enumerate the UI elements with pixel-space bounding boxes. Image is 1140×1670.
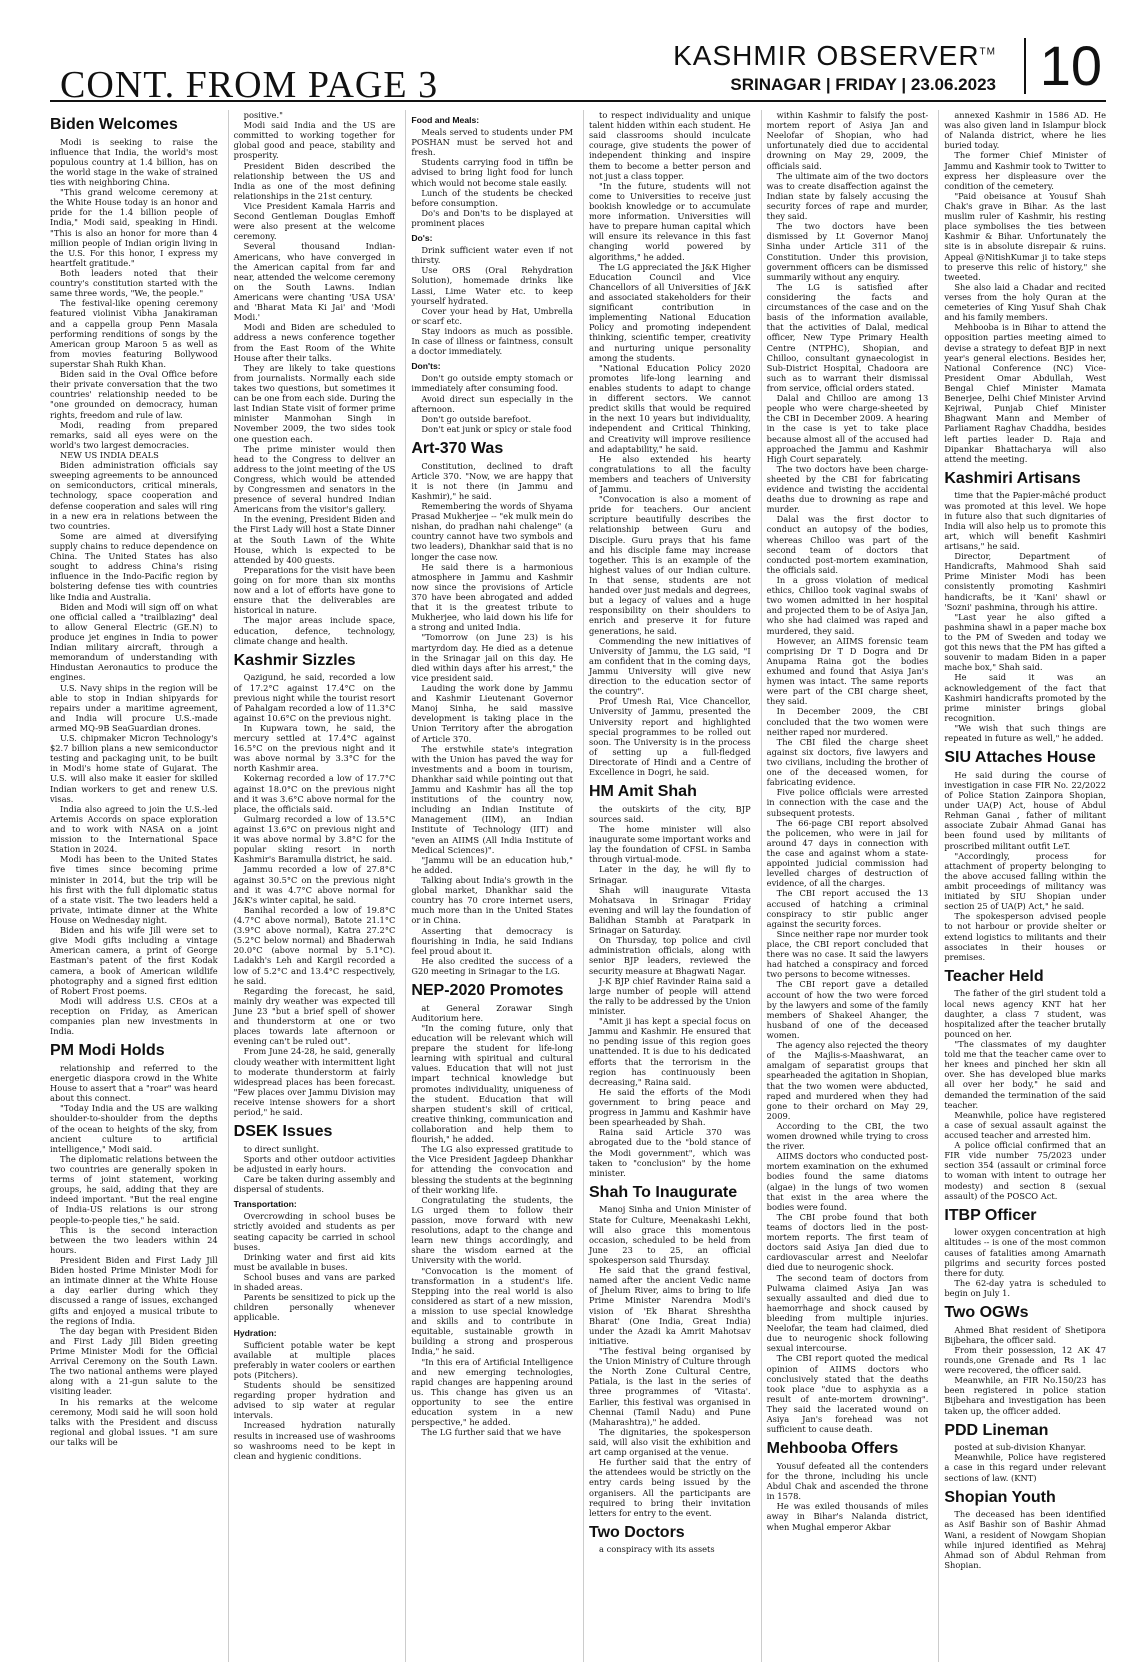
- paragraph: Use ORS (Oral Rehydration Solution), homemade drinks like Lassi, Lime Water etc. to keep yourself hydrated.: [411, 265, 573, 306]
- paragraph: Sufficient potable water be kept available at multiple places preferably in water coolers or earthen pots (Pitchers).: [233, 1339, 396, 1380]
- paragraph: "Last year he also gifted a pashmina shawl in a paper mache box to the PM of Sweden and today we got this news that the PM has gifted a souvenir to madam Biden in a paper mache box," Shah said.: [944, 611, 1106, 673]
- continuation-banner: CONT. FROM PAGE 3: [60, 64, 439, 106]
- paragraph: Cover your head by Hat, Umbrella or scarf etc.: [411, 305, 573, 326]
- paragraph: Commending the new initiatives of University of Jammu, the LG said, "I am confident that in the coming days, Jammu University will give new direction to the education sector of the country".: [589, 635, 751, 697]
- subheading: Do's:: [411, 233, 433, 244]
- article-headline: PDD Lineman: [944, 1421, 1049, 1439]
- paragraph: Banihal recorded a low of 19.8°C (4.7°C above normal), Batote 21.1°C (3.9°C above normal), Katra 27.2°C (5.2°C below normal) and Bhaderwah 20.0°C (above normal by 5.1°C). Ladakh's Leh and Kargil recorded a low of 5.2°C and 13.4°C respectively, he said.: [233, 904, 396, 986]
- paragraph: Overcrowding in school buses be strictly avoided and students as per seating capacity be carried in school buses.: [233, 1211, 396, 1252]
- paragraph: Talking about India's growth in the global market, Dhankhar said the country has 70 crore internet users, much more than in the United States or in China.: [411, 875, 573, 926]
- article-headline: Two Doctors: [589, 1523, 685, 1541]
- paragraph: In December 2009, the CBI concluded that the two women were neither raped nor murdered.: [766, 706, 929, 737]
- paragraph: "Accordingly, process for attachment of property belonging to the above accused falling within the ambit proceedings of militancy was initiated by SIU Shopian under section 25 of UA(P) Act," he said.: [944, 850, 1106, 912]
- paragraph: Do's and Don'ts to be displayed at prominent places: [411, 207, 573, 228]
- subheading: Food and Meals:: [411, 115, 480, 125]
- paragraph: Increased hydration naturally results in increased use of washrooms so washrooms need to be kept in clean and hygienic conditions.: [233, 1420, 396, 1461]
- paragraph: He said the efforts of the Modi government to bring peace and progress in Jammu and Kashmir have been spearheaded by Shah.: [589, 1086, 751, 1128]
- paragraph: Modi will address U.S. CEOs at a reception on Friday, as American companies plan new investments in India.: [50, 995, 218, 1037]
- paragraph: The festival-like opening ceremony featured violinist Vibha Janakiraman and a cappella group Penn Masala performing renditions of songs by the American group Maroon 5 as well as from movies featuring Bollywood superstar Shah Rukh Khan.: [50, 298, 218, 369]
- paper-name: [673, 42, 996, 70]
- paragraph: Don't go outside empty stomach or immediately after consuming food.: [411, 373, 573, 394]
- paragraph: "Paid obeisance at Yousuf Shah Chak's grave in Bihar. As the last muslim ruler of Kashmir, his resting place symbolises the ties between Kashmir & Bihar. Unfortunately the site is in absolute disrepair & ruins. Appeal @NitishKumar ji to take steps to preserve this relic of history," she tweeted.: [944, 190, 1106, 282]
- paragraph: Modi and Biden are scheduled to address a news conference together from the East Room of the White House after their talks.: [233, 322, 396, 363]
- paragraph: The LG is satisfied after considering the facts and circumstances of the case and on the basis of the information available, that the activities of Dalal, medical officer, New Type Primary Health Centre (NTPHC), Shopian, and Chilloo, consultant gynaecologist in Sub-District Hospital, Chadoora are such as to warrant their dismissal from service, official orders stated.: [766, 281, 929, 393]
- paragraph: The day began with President Biden and First Lady Jill Biden greeting Prime Minister Modi for the Official Arrival Ceremony on the South Lawn. The two national anthems were played along with a 21-gun salute to the visiting leader.: [50, 1325, 218, 1397]
- paragraph: J-K BJP chief Ravinder Raina said a large number of people will attend the rally to be addressed by the Union minister.: [589, 975, 751, 1016]
- paragraph: "The classmates of my daughter told me that the teacher came over to her knees and pinched her skin all over. She has developed blue marks all over her body," he said and demanded the termination of the said teacher.: [944, 1038, 1106, 1110]
- column-5: [761, 110, 929, 1662]
- paragraph: to respect individuality and unique talent hidden within each student. He said classrooms should inculcate courage, give students the power of independent thinking and inspire them to become a better person and not just a class topper.: [589, 110, 751, 181]
- paragraph: He said that the grand festival, named after the ancient Vedic name of Jhelum River, aims to bring to life Prime Minister Narendra Modi's vision of 'Ek Bharat Shreshtha Bharat' (One India, Great India) under the Azadi ka Amrit Mahotsav initiative.: [589, 1265, 751, 1346]
- column-2: [228, 110, 396, 1662]
- paragraph: Meanwhile, Police have registered a case in this regard under relevant sections of law. (KNT): [944, 1452, 1106, 1483]
- article-headline: Kashmir Sizzles: [233, 651, 356, 669]
- paragraph: Biden and Modi will sign off on what one official called a "trailblazing" deal to allow General Electric (GE.N) to produce jet engines in India to power Indian military aircraft, through a memorandum of understanding with Hindustan Aeronautics to produce the engines.: [50, 601, 218, 683]
- page-number: 10: [1024, 38, 1102, 94]
- paragraph: Don't eat junk or spicy or stale food: [421, 423, 572, 434]
- paragraph: Meanwhile, police have registered a case of sexual assault against the accused teacher and arrested him.: [944, 1109, 1106, 1140]
- paragraph: within Kashmir to falsify the post-mortem report of Asiya Jan and Neelofar of Shopian, who had unfortunately died due to accidental drowning on May 29, 2009, the officials said.: [766, 110, 929, 171]
- paragraph: Modi said India and the US are committed to working together for global good and peace, stability and prosperity.: [233, 120, 396, 161]
- paragraph: In a gross violation of medical ethics, Chilloo took vaginal swabs of two women admitted in her hospital and projected them to be of Asiya Jan, who she had claimed was raped and murdered, they said.: [766, 575, 929, 636]
- paragraph: "Convocation is the moment of transformation in a student's life. Stepping into the real world is also considered as start of a new mission, a mission to use special knowledge and skills and to contribute in equitable, sustainable growth in building a strong and prosperous India," he said.: [411, 1265, 573, 1357]
- paragraph: Modi, reading from prepared remarks, said all eyes were on the world's two largest democracies.: [50, 419, 218, 450]
- paragraph: The major areas include space, education, defence, technology, climate change and health.: [233, 615, 396, 646]
- paragraph: Jammu recorded a low of 27.8°C against 30.5°C on the previous night and it was 4.7°C above normal for J&K's winter capital, he said.: [233, 864, 396, 905]
- paragraph: A police official confirmed that an FIR vide number 75/2023 under section 354 (assault or criminal force to woman with intent to outrage her modesty) and section 8 (sexual assault) of the POSCO Act.: [944, 1140, 1106, 1201]
- paragraph: India also agreed to join the U.S.-led Artemis Accords on space exploration and to work with NASA on a joint mission to the International Space Station in 2024.: [50, 803, 218, 855]
- paragraph: Asserting that democracy is flourishing in India, he said Indians feel proud about it.: [411, 925, 573, 956]
- paragraph: From their possession, 12 AK 47 rounds,one Grenade and Rs 1 lac were recovered, the officer said.: [944, 1344, 1106, 1376]
- paragraph: Regarding the forecast, he said, mainly dry weather was expected till June 23 "but a brief spell of shower and thunderstorm at one or two places towards late afternoon or evening can't be ruled out".: [233, 985, 396, 1047]
- paragraph: He said it was an acknowledgement of the fact that Kashmiri handicrafts promoted by the prime minister brings global recognition.: [944, 672, 1106, 723]
- paragraph: In the evening, President Biden and the First Lady will host a State Dinner at the South Lawn of the White House, which is expected to be attended by 400 guests.: [233, 514, 396, 565]
- paragraph: to direct sunlight.: [243, 1143, 319, 1154]
- paragraph: Meals served to students under PM POSHAN must be served hot and fresh.: [411, 127, 573, 158]
- paragraph: Parents be sensitized to pick up the children personally whenever applicable.: [233, 1292, 396, 1323]
- paragraph: He said there is a harmonious atmosphere in Jammu and Kashmir now since the provisions of Article 370 have been abrogated and added that it is the greatest tribute to Mukherjee, who laid down his life for a strong and united India.: [411, 561, 573, 633]
- paragraph: Meanwhile, an FIR No.150/23 has been registered in police station Bijbehara and investigation has been taken up, the officer added.: [944, 1375, 1106, 1416]
- paragraph: The 62-day yatra is scheduled to begin on July 1.: [944, 1277, 1106, 1298]
- paragraph: The two doctors have been dismissed by Lt Governor Manoj Sinha under Article 311 of the Constitution. Under this provision, government officers can be dismissed summarily without any enquiry.: [766, 221, 929, 282]
- paragraph: Congratulating the students, the LG urged them to follow their passion, move forward with new resolutions, adapt to the change and learn new things accordingly, and share the wisdom earned at the University with the world.: [411, 1194, 573, 1266]
- paragraph: They are likely to take questions from journalists. Normally each side takes two questions, but sometimes it can be one from each side. During the last Indian State visit of former prime minister Manmohan Singh in November 2009, the two sides took one question each.: [233, 362, 396, 444]
- masthead: [50, 0, 1106, 106]
- article-headline: HM Amit Shah: [589, 783, 697, 801]
- paragraph: Later in the day, he will fly to Srinagar.: [589, 864, 751, 885]
- paragraph: According to the CBI, the two women drowned while trying to cross the river.: [766, 1120, 929, 1152]
- article-headline: Biden Welcomes: [50, 116, 178, 133]
- paragraph: posted at sub-division Khanyar.: [954, 1442, 1087, 1453]
- paragraph: However, an AIIMS forensic team comprising Dr T D Dogra and Dr Anupama Raina got the bodies exhumed and found that Asiya Jan's hymen was intact. The same reports were part of the CBI charge sheet, they said.: [766, 635, 929, 707]
- paragraph: relationship and referred to the energetic diaspora crowd in the White House to assert that a "roar" was heard about this connect.: [50, 1062, 218, 1104]
- paragraph: The spokesperson advised people to not harbour or provide shelter or extend logistics to militants and their associates in their houses or premises.: [944, 911, 1106, 962]
- article-headline: PM Modi Holds: [50, 1042, 165, 1060]
- paragraph: a conspiracy with its assets: [599, 1544, 715, 1555]
- paragraph: The agency also rejected the theory of the Majlis-s-Maashwarat, an amalgam of separatist groups that spearheaded the agitation in Shopian, that the two women were abducted, raped and murdered when they had gone to their orchard on May 29, 2009.: [766, 1040, 929, 1121]
- article-headline: Two OGWs: [944, 1304, 1029, 1322]
- paragraph: NEW US INDIA DEALS: [60, 449, 159, 460]
- paragraph: at General Zorawar Singh Auditorium here.: [411, 1002, 573, 1023]
- paragraph: "Amit ji has kept a special focus on Jammu and Kashmir. He ensured that no pending issue of this region goes unattended. It is due to his dedicated efforts that the terrorism in the region has continuously been decreasing," Raina said.: [589, 1016, 751, 1087]
- paragraph: The father of the girl student told a local news agency KNT hat her daughter, a class 7 student, was hospitalized after the teacher brutally pounced on her.: [944, 988, 1106, 1039]
- paragraph: School buses and vans are parked in shaded areas.: [233, 1272, 396, 1293]
- paragraph: U.S. Navy ships in the region will be able to stop in Indian shipyards for repairs under a maritime agreement, and India will procure U.S.-made armed MQ-9B SeaGuardian drones.: [50, 682, 218, 733]
- paragraph: Kokernag recorded a low of 17.7°C against 18.0°C on the previous night and it was 3.6°C above normal for the place, the officials said.: [233, 773, 396, 814]
- subheading: Transportation:: [233, 1199, 297, 1210]
- paragraph: Prof Umesh Rai, Vice Chancellor, University of Jammu, presented the University report and highlighted special programmes to be rolled out soon. The University is in the process of setting up a full-fledged Directorate of Hindi and a Centre of Excellence in Dogri, he said.: [589, 696, 751, 778]
- paragraph: Constitution, declined to draft Article 370. "Now, we are happy that it is not there (in Jammu and Kashmir)," he said.: [411, 460, 573, 501]
- paragraph: The dignitaries, the spokesperson said, will also visit the exhibition and art camp organised at the venue.: [589, 1426, 751, 1458]
- paragraph: He also extended his hearty congratulations to all the faculty members and teachers of University of Jammu.: [589, 453, 751, 495]
- column-3: [405, 110, 573, 1662]
- paragraph: Director, Department of Handicrafts, Mahmood Shah said Prime Minister Modi has been consistently promoting Kashmiri handicrafts, be it 'Kani' shawl or 'Sozni' pashmina, through his attire.: [944, 551, 1106, 612]
- paragraph: He said during the course of investigation in case FIR No. 22/2022 of Police Station Zainpora Shopian, under UA(P) Act, house of Abdul Rehman Ganai , father of militant associate Zubair Ahmad Ganai has been found used by militants of proscribed militant outfit LeT.: [944, 769, 1106, 851]
- paragraph: This is the second interaction between the two leaders within 24 hours.: [50, 1224, 218, 1255]
- paragraph: Sports and other outdoor activities be adjusted in early hours.: [233, 1153, 396, 1175]
- paragraph: Drinking water and first aid kits must be available in buses.: [233, 1251, 396, 1272]
- article-headline: Art-370 Was: [411, 439, 504, 457]
- paragraph: The CBI report accused the 13 accused of hatching a criminal conspiracy to stir public anger against the security forces.: [766, 888, 929, 929]
- paragraph: In his remarks at the welcome ceremony, Modi said he will soon hold talks with the President and discuss regional and global issues. "I am sure our talks will be: [50, 1396, 218, 1447]
- paragraph: "In this era of Artificial Intelligence and new emerging technologies, rapid changes are happening around us. This change has given us an opportunity to see the entire education system in a new perspective," he added.: [411, 1356, 573, 1428]
- paragraph: "Today India and the US are walking shoulder-to-shoulder from the depths of the ocean to heights of the sky, from ancient culture to artificial intelligence," Modi said.: [50, 1103, 218, 1154]
- paragraph: The LG also expressed gratitude to the Vice President Jagdeep Dhankhar for attending the convocation and blessing the students at the beginning of their working life.: [411, 1144, 573, 1195]
- article-headline: Shah To Inaugurate: [589, 1183, 738, 1201]
- paragraph: Don't go outside barefoot.: [421, 413, 532, 424]
- paragraph: The former Chief Minister of Jammu and Kashmir took to Twitter to express her displeasure over the condition of the cemetery.: [944, 150, 1106, 191]
- paragraph: Five police officials were arrested in connection with the case and the subsequent protests.: [766, 787, 929, 818]
- paragraph: Ahmed Bhat resident of Shetipora Bijbehara, the officer said.: [944, 1324, 1106, 1345]
- paragraph: He also credited the success of a G20 meeting in Srinagar to the LG.: [411, 955, 573, 977]
- paragraph: the outskirts of the city, BJP sources said.: [589, 803, 751, 824]
- paper-title: KASHMIR OBSERVER: [673, 40, 980, 71]
- paragraph: The CBI report gave a detailed account of how the two were forced by the lawyers and some of the family members of Shakeel Ahanger, the husband of one of the deceased women.: [766, 979, 929, 1040]
- paragraph: Lunch of the students be checked before consumption.: [411, 187, 573, 208]
- paragraph: Gulmarg recorded a low of 13.5°C against 13.6°C on previous night and it was above normal by 3.8°C for the popular skiing resort in north Kashmir's Baramulla district, he said.: [233, 813, 396, 865]
- article-headline: Kashmiri Artisans: [944, 469, 1081, 487]
- paragraph: Lauding the work done by Jammu and Kashmir Lieutenant Governor Manoj Sinha, he said massive development is taking place in the Union Territory after the abrogation of Article 370.: [411, 682, 573, 744]
- paragraph: Modi has been to the United States five times since becoming prime minister in 2014, but the trip will be his first with the full diplomatic status of a state visit. The two leaders held a private, intimate dinner at the White House on Wednesday night.: [50, 854, 218, 926]
- paragraph: Care be taken during assembly and dispersal of students.: [233, 1174, 396, 1195]
- column-4: [583, 110, 751, 1662]
- paragraph: Biden said in the Oval Office before their private conversation that the two countries' relationship needed to be "one grounded on democracy, human rights, freedom and rule of law.: [50, 369, 218, 420]
- paragraph: "The festival being organised by the Union Ministry of Culture through the North Zone Cultural Centre, Patiala, is the last in the series of three programmes of 'Vitasta'. Earlier, this festival was organised in Chennai (Tamil Nadu) and Pune (Maharashtra)," he added.: [589, 1345, 751, 1427]
- paragraph: "Jammu will be an education hub," he added.: [411, 854, 573, 875]
- paragraph: annexed Kashmir in 1586 AD. He was also given land in Islampur block of Nalanda district, where he lies buried today.: [944, 110, 1106, 151]
- paragraph: The prime minister would then head to the Congress to deliver an address to the joint meeting of the US Congress, which would be attended by Congressmen and senators in the presence of several hundred Indian Americans from the visitor's gallery.: [233, 443, 396, 515]
- paragraph: The home minister will also inaugurate some important works and lay the foundation of CFSL in Samba through virtual-mode.: [589, 824, 751, 865]
- column-6: [938, 110, 1106, 1662]
- paragraph: The LG appreciated the J&K Higher Education Council and Vice Chancellors of all Universities of J&K and associated stakeholders for their significant contribution in implementing National Education Policy and promoting independent thinking, scientific temper, creativity and nurturing unique personality among the students.: [589, 261, 751, 363]
- paragraph: In Kupwara town, he said, the mercury settled at 17.4°C against 16.5°C on the previous night and it was above normal by 3.3°C for the north Kashmir area.: [233, 722, 396, 774]
- subheading: Don'ts:: [411, 361, 441, 372]
- paragraph: Dalal and Chilloo are among 13 people who were charge-sheeted by the CBI in December 2009. A hearing in the case is yet to take place because almost all of the accused had approached the Jammu and Kashmir High Court separately.: [766, 393, 929, 464]
- paragraph: Several thousand Indian-Americans, who have converged in the American capital from far and near, attended the welcome ceremony on the South Lawns. Indian Americans were chanting 'USA USA' and 'Bharat Mata Ki Jai' and 'Modi Modi.': [233, 241, 396, 323]
- article-headline: ITBP Officer: [944, 1206, 1037, 1224]
- paragraph: "Convocation is also a moment of pride for teachers. Our ancient scripture beautifully describes the relationship between Guru and Disciple. Guru prays that his fame and his disciple fame may increase together. This is an example of the highest values of our Indian culture. In that sense, students are not handed over just medals and degrees, but a legacy of values and a huge responsibility on their shoulders to enrich and preserve it for future generations, he said.: [589, 494, 751, 636]
- paragraph: positive.": [243, 110, 283, 120]
- article-headline: NEP-2020 Promotes: [411, 982, 564, 1000]
- paragraph: She also laid a Chadar and recited verses from the holy Quran at the cemeteries of King Yusuf Shah Chak and his family members.: [944, 281, 1106, 323]
- article-headline: Mehbooba Offers: [766, 1440, 899, 1458]
- paragraph: time that the Papier-mâché product was promoted at this level. We hope in future also that such dignitaries of India will also help us to promote this art, which will benefit Kashmiri artisans," he said.: [944, 490, 1106, 551]
- trademark: TM: [979, 46, 996, 58]
- article-headline: Shopian Youth: [944, 1488, 1056, 1506]
- paragraph: Mehbooba is in Bihar to attend the opposition parties meeting aimed to devise a strategy to defeat BJP in next year's general elections. Besides her, National Conference (NC) Vice-President Omar Abdullah, West Bengal Chief Minister Mamata Benerjee, Delhi Chief Minister Arvind Kejriwal, Punjab Chief Minister Bhagwant Mann and Member of Parliament Raghav Chaddha, besides left parties leader D. Raja and Dipankar Bhattacharya will also attend the meeting.: [944, 322, 1106, 464]
- paragraph: Students should be sensitized regarding proper hydration and advised to sip water at regular intervals.: [233, 1379, 396, 1421]
- paragraph: The 66-page CBI report absolved the policemen, who were in jail for around 47 days in connection with the case and against whom a state-appointed judicial commission had levelled charges of destruction of evidence, of all the charges.: [766, 817, 929, 889]
- paragraph: He was exiled thousands of miles away in Bihar's Nalanda district, when Mughal emperor Akbar: [766, 1501, 929, 1532]
- paragraph: The diplomatic relations between the two countries are generally spoken in terms of joint statement, working groups, he said, adding that they are indeed important. "But the real engine of India-US relations is our strong people-to-people ties," he said.: [50, 1153, 218, 1225]
- paragraph: "In the future, students will not come to Universities to receive just bookish knowledge or to accumulate more information. Universities will have to prepare human capital which will ensure its relevance in this fast changing world powered by algorithms," he added.: [589, 180, 751, 262]
- paragraph: Dalal was the first doctor to conduct an autopsy of the bodies, whereas Chilloo was part of the second team of doctors that conducted post-mortem examination, the officials said.: [766, 514, 929, 575]
- paragraph: Remembering the words of Shyama Prasad Mukherjee -- "ek mulk mein do nishan, do pradhan nahi chalenge" (a country cannot have two symbols and two leaders), Dhankhar said that is no longer the case now.: [411, 500, 573, 562]
- paragraph: Vice President Kamala Harris and Second Gentleman Douglas Emhoff were also present at the welcome ceremony.: [233, 200, 396, 242]
- paragraph: U.S. chipmaker Micron Technology's $2.7 billion plans a new semiconductor testing and packaging unit, to be built in Modi's home state of Gujarat. The U.S. will also make it easier for skilled Indian workers to get and renew U.S. visas.: [50, 733, 218, 804]
- paragraph: Students carrying food in tiffin be advised to bring light food for lunch which would not become stale easily.: [411, 157, 573, 188]
- paragraph: "Tomorrow (on June 23) is his martyrdom day. He died as a detenue in the Srinagar jail on this day. He died within days after his arrest," the vice president said.: [411, 632, 573, 683]
- paragraph: AIIMS doctors who conducted post-mortem examination on the exhumed bodies found the same diatoms (algae) in the lungs of two women that exist in the area where the bodies were found.: [766, 1151, 929, 1212]
- paragraph: He further said that the entry of the attendees would be strictly on the entry cards being issued by the organisers. All the participants are required to bring their invitation letters for entry to the event.: [589, 1457, 751, 1518]
- paragraph: The CBI report quoted the medical opinion of AIIMS doctors who conclusively stated that the deaths took place "due to asphyxia as a result of ante-mortem drowning". They said the lacerated wound on Asiya Jan's forehead was not sufficient to cause death.: [766, 1353, 929, 1435]
- paragraph: Preparations for the visit have been going on for more than six months now and a lot of efforts have gone to ensure that the deliverables are historical in nature.: [233, 564, 396, 616]
- paragraph: The CBI filed the charge sheet against six doctors, five lawyers and two civilians, including the brother of one of the deceased women, for fabricating evidence.: [766, 736, 929, 788]
- dateline: SRINAGAR | FRIDAY | 23.06.2023: [730, 75, 996, 94]
- paragraph: From June 24-28, he said, generally cloudy weather with intermittent light to moderate thunderstorm at fairly widespread places has been forecast. "Few places over Jammu Division may receive intense showers for a short period," he said.: [233, 1046, 396, 1118]
- paragraph: "We wish that such things are repeated in future as well," he added.: [944, 722, 1106, 744]
- paragraph: The CBI probe found that both teams of doctors lied in the post-mortem reports. The first team of doctors said Asiya Jan died due to cardiovascular arrest and Neelofar died due to neurogenic shock.: [766, 1211, 929, 1273]
- paragraph: The two doctors have been charge-sheeted by the CBI for fabricating evidence and twisting the accidental deaths due to drowning as rape and murder.: [766, 463, 929, 515]
- paragraph: The erstwhile state's integration with the Union has paved the way for investments and a boom in tourism, Dhankhar said while pointing out that Jammu and Kashmir has all the top institutions of the country now, including an Indian Institute of Management (IIM), an Indian Institute of Technology (IIT) and "even an AIIMS (All India Institute of Medical Sciences)".: [411, 743, 573, 855]
- paragraph: The deceased has been identified as Asif Bashir son of Bashir Ahmad Wani, a resident of Nowgam Shopian while injured identified as Mehraj Ahmad son of Abdul Rehman from Shopian.: [944, 1509, 1106, 1570]
- paragraph: "National Education Policy 2020 promotes life-long learning and enables students to adapt to change in different sectors. We cannot predict skills that would be required in the next 10 years but individuality, independent and Critical Thinking, and Creativity will improve resilience and adaptability," he said.: [589, 362, 751, 454]
- article-headline: Teacher Held: [944, 967, 1044, 985]
- paragraph: Shah will inaugurate Vitasta Mohatsava in Srinagar Friday evening and will lay the foundation of Balidhan Stambh at Paratpark in Srinagar on Saturday.: [589, 884, 751, 936]
- paragraph: "This grand welcome ceremony at the White House today is an honor and pride for the 1.4 billion people of India," Modi said, speaking in Hindi. "This is also an honor for more than 4 million people of Indian origin living in the U.S. For this honor, I express my heartfelt gratitude.": [50, 187, 218, 268]
- paragraph: The ultimate aim of the two doctors was to create disaffection against the Indian state by falsely accusing the security forces of rape and murder, they said.: [766, 170, 929, 222]
- paragraph: Drink sufficient water even if not thirsty.: [411, 245, 573, 266]
- article-headline: SIU Attaches House: [944, 749, 1096, 767]
- paragraph: Modi is seeking to raise the influence that India, the world's most populous country at 1.4 billion, has on the world stage in the wake of strained ties with neighboring China.: [50, 136, 218, 188]
- paragraph: Qazigund, he said, recorded a low of 17.2°C against 17.4°C on the previous night while the tourist resort of Pahalgam recorded a low of 11.3°C against 10.6°C on the previous night.: [233, 672, 396, 723]
- article-columns: [50, 110, 1106, 1662]
- paragraph: Biden administration officials say sweeping agreements to be announced on semiconductors, critical minerals, technology, space cooperation and defense cooperation and sales will ring in a new era in relations between the two countries.: [50, 460, 218, 531]
- paragraph: Yousuf defeated all the contenders for the throne, including his uncle Abdul Chak and ascended the throne in 1578.: [766, 1460, 929, 1502]
- paragraph: Manoj Sinha and Union Minister of State for Culture, Meenakashi Lekhi, will also grace this momentous occasion, scheduled to be held from June 23 to 25, an official spokesperson said Thursday.: [589, 1204, 751, 1265]
- paragraph: Since neither rape nor murder took place, the CBI report concluded that there was no case. It said the lawyers had hatched a conspiracy and forced two persons to become witnesses.: [766, 928, 929, 980]
- paragraph: The LG further said that we have: [421, 1427, 562, 1438]
- article-headline: DSEK Issues: [233, 1123, 333, 1141]
- paragraph: President Biden described the relationship between the US and India as one of the most defining relationships in the 21st century.: [233, 160, 396, 201]
- paragraph: On Thursday, top police and civil administration officials, along with senior BJP leaders, reviewed the security measure at Bhagwati Nagar.: [589, 935, 751, 976]
- column-1: [50, 110, 218, 1662]
- paragraph: "In the coming future, only that education will be relevant which will prepare the student for life-long learning with spiritual and cultural values. Education that will not just impart technical knowledge but promotes individuality, uniqueness of the student. Education that will sharpen student's skill of critical, creative thinking, communication and collaboration and help them to flourish," he added.: [411, 1022, 573, 1145]
- subheading: Hydration:: [233, 1327, 277, 1338]
- paragraph: lower oxygen concentration at high altitudes -- is one of the most common causes of fatalities among Amarnath pilgrims and security forces posted there for duty.: [944, 1227, 1106, 1278]
- paragraph: Biden and his wife Jill were set to give Modi gifts including a vintage American camera, a print of George Eastman's patent of the first Kodak camera, a book of American wildlife photography and a signed first edition of Robert Frost poems.: [50, 925, 218, 996]
- paragraph: President Biden and First Lady Jill Biden hosted Prime Minister Modi for an intimate dinner at the White House a day earlier during which they discussed a range of issues, exchanged gifts and enjoyed a musical tribute to the regions of India.: [50, 1255, 218, 1326]
- paragraph: Both leaders noted that their country's constitution started with the same three words, "We, the people.": [50, 268, 218, 299]
- paragraph: The second team of doctors from Pulwama claimed Asiya Jan was sexually assaulted and died due to haemorrhage and shock caused by bleeding from multiple injuries. Neelofar, the team had claimed, died due to neurogenic shock following sexual intercourse.: [766, 1272, 929, 1354]
- paragraph: Avoid direct sun especially in the afternoon.: [411, 393, 573, 414]
- paragraph: Stay indoors as much as possible. In case of illness or faintness, consult a doctor immediately.: [411, 325, 573, 357]
- paragraph: Raina said Article 370 was abrogated due to the "bold stance of the Modi government", which was taken to "conclusion" by the home minister.: [589, 1127, 751, 1178]
- paragraph: Some are aimed at diversifying supply chains to reduce dependence on China. The United States has also sought to address China's rising influence in the Indo-Pacific region by bolstering defense ties with countries like India and Australia.: [50, 530, 218, 602]
